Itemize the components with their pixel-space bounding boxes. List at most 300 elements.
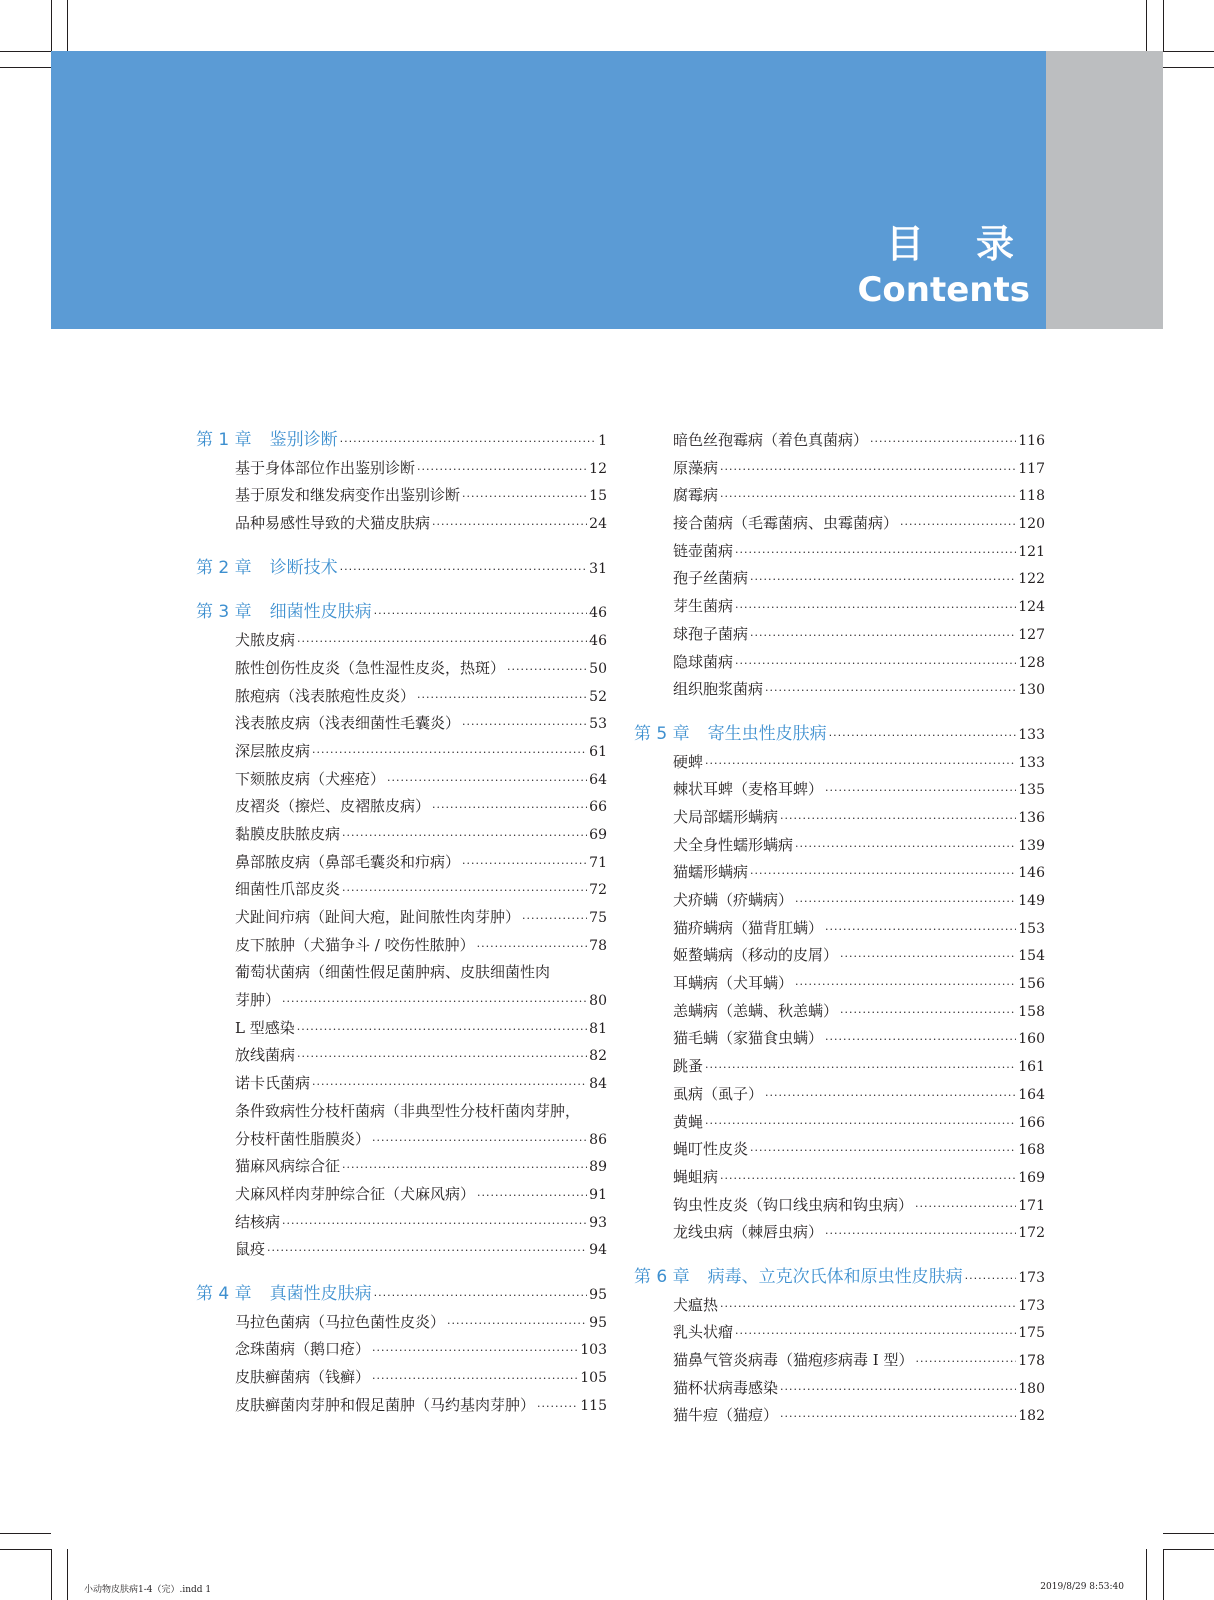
toc-entry-continuation[interactable] xyxy=(196,987,607,1015)
toc-chapter-entry[interactable] xyxy=(634,1264,1045,1292)
toc-entry[interactable] xyxy=(196,627,607,655)
toc-entry[interactable] xyxy=(196,876,607,904)
toc-entry[interactable] xyxy=(196,1336,607,1364)
dot-leader xyxy=(342,822,587,850)
dot-leader xyxy=(780,805,1016,833)
crop-mark xyxy=(67,1549,68,1600)
toc-entry-title: 真菌性皮肤病 xyxy=(269,1283,372,1304)
dot-leader xyxy=(870,428,1016,456)
page-number: 81 xyxy=(589,1020,607,1037)
crop-mark xyxy=(1146,0,1147,51)
crop-mark xyxy=(1163,0,1164,51)
dot-leader xyxy=(735,594,1016,622)
dot-leader xyxy=(447,1310,587,1338)
dot-leader xyxy=(417,684,587,712)
crop-mark xyxy=(1163,1533,1214,1534)
page-number: 72 xyxy=(589,882,607,899)
toc-entry-title: 猫鼻气管炎病毒（猫疱疹病毒 Ⅰ 型） xyxy=(673,1351,914,1369)
toc-entry[interactable] xyxy=(634,1292,1045,1320)
dot-leader xyxy=(780,1403,1016,1431)
dot-leader xyxy=(750,1137,1016,1165)
page-number: 93 xyxy=(589,1214,607,1231)
toc-entry-title: 放线菌病 xyxy=(235,1046,296,1065)
toc-entry[interactable] xyxy=(634,998,1045,1026)
dot-leader xyxy=(462,711,587,739)
dot-leader xyxy=(537,1393,578,1421)
toc-entry-title: 蝇叮性皮炎 xyxy=(673,1140,749,1159)
toc-entry[interactable] xyxy=(196,766,607,794)
crop-mark xyxy=(0,67,51,68)
header-side-bar xyxy=(1046,51,1163,329)
page-number: 122 xyxy=(1018,571,1045,588)
page-number: 78 xyxy=(589,937,607,954)
toc-entry-title: 基于原发和继发病变作出鉴别诊断 xyxy=(235,486,461,505)
page-number: 118 xyxy=(1018,488,1045,505)
toc-entry[interactable] xyxy=(634,455,1045,483)
page-number: 69 xyxy=(589,826,607,843)
toc-entry[interactable] xyxy=(634,565,1045,593)
toc-entry-title: 鉴别诊断 xyxy=(269,430,338,450)
dot-leader xyxy=(720,456,1016,484)
toc-entry-title: 诺卡氏菌病 xyxy=(235,1074,311,1093)
toc-entry-title: 分枝杆菌性脂膜炎） xyxy=(235,1129,371,1148)
chapter-number: 第 3 章 xyxy=(196,602,252,623)
crop-mark xyxy=(1146,1549,1147,1600)
page-number: 133 xyxy=(1018,754,1045,771)
toc-entry-title: 犬局部蠕形螨病 xyxy=(673,807,779,826)
page-number: 180 xyxy=(1018,1380,1045,1397)
dot-leader xyxy=(522,905,587,933)
dot-leader xyxy=(915,1348,1016,1376)
toc-entry[interactable] xyxy=(634,621,1045,649)
crop-mark xyxy=(1163,67,1214,68)
page-number: 169 xyxy=(1018,1169,1045,1186)
dot-leader xyxy=(795,833,1016,861)
toc-entry[interactable] xyxy=(634,915,1045,943)
page-number: 135 xyxy=(1018,782,1045,799)
dot-leader xyxy=(372,1337,578,1365)
page-number: 164 xyxy=(1018,1086,1045,1103)
toc-entry-title: 虱病（虱子） xyxy=(673,1084,764,1103)
dot-leader xyxy=(965,1265,1017,1293)
toc-entry[interactable] xyxy=(634,887,1045,915)
toc-entry[interactable] xyxy=(196,849,607,877)
page-number: 53 xyxy=(589,716,607,733)
dot-leader xyxy=(720,1165,1016,1193)
toc-entry[interactable] xyxy=(634,1025,1045,1053)
page-number: 86 xyxy=(589,1131,607,1148)
page-number: 116 xyxy=(1018,433,1045,449)
page-number: 120 xyxy=(1018,516,1045,533)
dot-leader xyxy=(720,1293,1016,1321)
toc-entry-title: 品种易感性导致的犬猫皮肤病 xyxy=(235,514,431,533)
toc-entry-title: 龙线虫病（棘唇虫病） xyxy=(673,1223,824,1242)
page-number: 133 xyxy=(1018,726,1045,743)
toc-entry-title: 条件致病性分枝杆菌病（非典型性分枝杆菌肉芽肿， xyxy=(235,1101,581,1120)
page-number: 61 xyxy=(589,743,607,760)
page-number: 168 xyxy=(1018,1142,1045,1159)
toc-entry[interactable] xyxy=(634,427,1045,455)
dot-leader xyxy=(705,750,1016,778)
dot-leader xyxy=(312,739,587,767)
toc-entry[interactable] xyxy=(196,710,607,738)
toc-entry[interactable] xyxy=(196,959,607,987)
toc-entry-title: 细菌性爪部皮炎 xyxy=(235,880,341,899)
toc-entry[interactable] xyxy=(634,1192,1045,1220)
toc-entry-title: 姬螯螨病（移动的皮屑） xyxy=(673,946,839,965)
toc-entry[interactable] xyxy=(634,593,1045,621)
crop-mark xyxy=(1163,1549,1164,1600)
dot-leader xyxy=(387,767,587,795)
dot-leader xyxy=(477,933,588,961)
toc-entry-title: 犬瘟热 xyxy=(673,1295,719,1314)
page-number: 64 xyxy=(589,771,607,788)
toc-entry-title: 犬麻风样肉芽肿综合征（犬麻风病） xyxy=(235,1184,476,1203)
dot-leader xyxy=(825,916,1016,944)
page-number: 172 xyxy=(1018,1225,1045,1242)
dot-leader xyxy=(825,1026,1016,1054)
page-number: 95 xyxy=(589,1314,607,1331)
toc-entry[interactable] xyxy=(634,1081,1045,1109)
dot-leader xyxy=(765,677,1016,705)
page-number: 160 xyxy=(1018,1031,1045,1048)
dot-leader xyxy=(507,656,587,684)
page-number: 121 xyxy=(1018,543,1045,560)
dot-leader xyxy=(735,650,1016,678)
page-number: 24 xyxy=(589,516,607,533)
toc-entry-title: 浅表脓皮病（浅表细菌性毛囊炎） xyxy=(235,714,461,733)
crop-mark xyxy=(51,1549,52,1600)
toc-entry[interactable] xyxy=(196,932,607,960)
dot-leader xyxy=(432,794,587,822)
toc-entry-title: 链壶菌病 xyxy=(673,541,734,560)
dot-leader xyxy=(705,1110,1016,1138)
dot-leader xyxy=(340,556,588,584)
dot-leader xyxy=(374,1282,588,1310)
toc-entry[interactable] xyxy=(196,1015,607,1043)
page-number: 153 xyxy=(1018,920,1045,937)
toc-entry-title: 隐球菌病 xyxy=(673,652,734,671)
dot-leader xyxy=(267,1237,587,1265)
dot-leader xyxy=(417,456,587,484)
page-number: 46 xyxy=(589,633,607,650)
dot-leader xyxy=(840,999,1016,1027)
toc-entry[interactable] xyxy=(634,970,1045,998)
toc-entry[interactable] xyxy=(634,510,1045,538)
page-number: 158 xyxy=(1018,1003,1045,1020)
dot-leader xyxy=(342,1154,587,1182)
toc-entry-title: 棘状耳蜱（麦格耳蜱） xyxy=(673,780,824,799)
page-number: 117 xyxy=(1018,460,1045,477)
dot-leader xyxy=(282,988,587,1016)
crop-mark xyxy=(1163,1549,1214,1550)
toc-entry-title: 猫牛痘（猫痘） xyxy=(673,1406,779,1425)
toc-entry-title: 芽肿） xyxy=(235,991,281,1010)
toc-entry[interactable] xyxy=(196,738,607,766)
toc-entry-title: 葡萄状菌病（细菌性假足菌肿病、皮肤细菌性肉 xyxy=(235,963,551,982)
toc-entry-title: 皮肤癣菌肉芽肿和假足菌肿（马约基肉芽肿） xyxy=(235,1395,536,1414)
dot-leader xyxy=(432,511,587,539)
page-number: 103 xyxy=(580,1342,607,1359)
toc-entry[interactable] xyxy=(634,1347,1045,1375)
toc-entry-title: 下颏脓皮病（犬痤疮） xyxy=(235,769,386,788)
page-number: 31 xyxy=(589,560,607,577)
page-number: 124 xyxy=(1018,599,1045,616)
toc-chapter-entry[interactable] xyxy=(196,599,607,627)
crop-mark xyxy=(0,1549,51,1550)
toc-entry-continuation[interactable] xyxy=(196,1126,607,1154)
crop-mark xyxy=(1163,51,1214,52)
page-number: 130 xyxy=(1018,682,1045,699)
crop-mark xyxy=(51,0,52,51)
toc-entry[interactable] xyxy=(196,904,607,932)
toc-entry[interactable] xyxy=(634,832,1045,860)
toc-entry-title: 恙螨病（恙螨、秋恙螨） xyxy=(673,1001,839,1020)
toc-column-right xyxy=(634,427,1045,1430)
page-number: 171 xyxy=(1018,1197,1045,1214)
dot-leader xyxy=(374,600,588,628)
toc-entry[interactable] xyxy=(196,821,607,849)
toc-entry-title: 皮褶炎（擦烂、皮褶脓皮病） xyxy=(235,797,431,816)
dot-leader xyxy=(705,1054,1016,1082)
toc-entry[interactable] xyxy=(634,776,1045,804)
page-number: 50 xyxy=(589,660,607,677)
toc-entry[interactable] xyxy=(634,942,1045,970)
toc-entry[interactable] xyxy=(196,510,607,538)
toc-entry-title: 犬全身性蠕形螨病 xyxy=(673,835,794,854)
dot-leader xyxy=(750,860,1016,888)
dot-leader xyxy=(829,722,1017,750)
toc-entry-title: 犬趾间疖病（趾间大疱，趾间脓性肉芽肿） xyxy=(235,908,521,926)
page-number: 94 xyxy=(589,1242,607,1259)
page-number: 156 xyxy=(1018,976,1045,993)
toc-entry[interactable] xyxy=(634,1136,1045,1164)
toc-entry[interactable] xyxy=(634,1164,1045,1192)
page-number: 173 xyxy=(1018,1269,1045,1286)
toc-entry[interactable] xyxy=(634,649,1045,677)
page-number: 166 xyxy=(1018,1114,1045,1131)
page-number: 82 xyxy=(589,1048,607,1065)
toc-entry[interactable] xyxy=(634,804,1045,832)
toc-entry-title: 脓性创伤性皮炎（急性湿性皮炎，热斑） xyxy=(235,658,506,677)
dot-leader xyxy=(765,1082,1016,1110)
toc-entry-title: 钩虫性皮炎（钩口线虫病和钩虫病） xyxy=(673,1195,914,1214)
dot-leader xyxy=(297,1043,587,1071)
toc-entry[interactable] xyxy=(634,859,1045,887)
toc-entry[interactable] xyxy=(196,1153,607,1181)
page-number: 66 xyxy=(589,799,607,816)
chapter-number: 第 1 章 xyxy=(196,430,252,450)
dot-leader xyxy=(750,622,1016,650)
toc-entry-title: 跳蚤 xyxy=(673,1057,704,1076)
crop-mark xyxy=(67,0,68,51)
page-number: 178 xyxy=(1018,1353,1045,1369)
toc-entry-title: 猫疥螨病（猫背肛螨） xyxy=(673,918,824,937)
toc-entry-title: 犬脓皮病 xyxy=(235,631,296,650)
dot-leader xyxy=(312,1071,587,1099)
toc-entry-title: 硬蜱 xyxy=(673,752,704,771)
dot-leader xyxy=(372,1127,587,1155)
page-number: 115 xyxy=(580,1397,607,1414)
dot-leader xyxy=(340,428,596,456)
dot-leader xyxy=(372,1365,578,1393)
toc-entry-title: 鼠疫 xyxy=(235,1240,266,1259)
toc-entry-title: 细菌性皮肤病 xyxy=(269,602,372,623)
page-number: 95 xyxy=(589,1286,607,1303)
dot-leader xyxy=(342,877,587,905)
chapter-number: 第 4 章 xyxy=(196,1283,252,1304)
toc-entry[interactable] xyxy=(196,655,607,683)
toc-entry[interactable] xyxy=(634,1053,1045,1081)
toc-entry-title: 黄蝇 xyxy=(673,1112,704,1131)
chapter-number: 第 6 章 xyxy=(634,1266,690,1287)
toc-entry[interactable] xyxy=(634,1319,1045,1347)
toc-entry-title: 暗色丝孢霉病（着色真菌病） xyxy=(673,431,869,449)
page-number: 139 xyxy=(1018,837,1045,854)
toc-entry[interactable] xyxy=(196,683,607,711)
toc-entry[interactable] xyxy=(196,1181,607,1209)
toc-entry-title: 芽生菌病 xyxy=(673,597,734,616)
page-number: 105 xyxy=(580,1370,607,1386)
dot-leader xyxy=(915,1193,1016,1221)
chapter-number: 第 2 章 xyxy=(196,557,252,578)
dot-leader xyxy=(795,888,1016,916)
dot-leader xyxy=(795,971,1016,999)
toc-entry-title: 病毒、立克次氏体和原虫性皮肤病 xyxy=(707,1266,963,1287)
toc-entry-title: 结核病 xyxy=(235,1212,281,1231)
toc-entry-title: 蝇蛆病 xyxy=(673,1167,719,1186)
toc-entry-title: 孢子丝菌病 xyxy=(673,569,749,588)
page-number: 175 xyxy=(1018,1325,1045,1342)
toc-entry[interactable] xyxy=(634,482,1045,510)
toc-entry[interactable] xyxy=(634,749,1045,777)
dot-leader xyxy=(297,1016,587,1044)
toc-entry-title: 耳螨病（犬耳螨） xyxy=(673,974,794,993)
page-number: 15 xyxy=(589,488,607,505)
toc-entry-title: L 型感染 xyxy=(235,1018,295,1037)
toc-entry-title: 深层脓皮病 xyxy=(235,741,311,760)
page-title-chinese: 目录 xyxy=(885,222,1066,266)
page-number: 146 xyxy=(1018,865,1045,882)
chapter-number: 第 5 章 xyxy=(634,723,690,744)
toc-entry-title: 基于身体部位作出鉴别诊断 xyxy=(235,458,416,477)
toc-entry-title: 脓疱病（浅表脓疱性皮炎） xyxy=(235,686,416,705)
toc-entry-title: 皮肤癣菌病（钱癣） xyxy=(235,1368,371,1386)
page-number: 46 xyxy=(589,605,607,622)
toc-chapter-entry[interactable] xyxy=(196,555,607,583)
toc-entry-title: 猫蠕形螨病 xyxy=(673,863,749,882)
toc-entry-title: 鼻部脓皮病（鼻部毛囊炎和疖病） xyxy=(235,852,461,871)
toc-entry[interactable] xyxy=(196,1364,607,1392)
dot-leader xyxy=(735,1320,1016,1348)
toc-entry[interactable] xyxy=(196,793,607,821)
toc-entry[interactable] xyxy=(196,1309,607,1337)
page-title-english: Contents xyxy=(857,270,1030,310)
toc-entry[interactable] xyxy=(634,676,1045,704)
page-number: 91 xyxy=(589,1186,607,1203)
toc-entry[interactable] xyxy=(196,1209,607,1237)
toc-entry[interactable] xyxy=(634,1109,1045,1137)
toc-entry-title: 寄生虫性皮肤病 xyxy=(707,723,827,744)
toc-entry-title: 黏膜皮肤脓皮病 xyxy=(235,824,341,843)
toc-entry-title: 犬疥螨（疥螨病） xyxy=(673,891,794,909)
toc-entry-title: 猫毛螨（家猫食虫螨） xyxy=(673,1029,824,1048)
page-number: 127 xyxy=(1018,626,1045,643)
toc-entry-title: 球孢子菌病 xyxy=(673,624,749,643)
toc-entry[interactable] xyxy=(196,455,607,483)
page-number: 161 xyxy=(1018,1059,1045,1076)
toc-entry-title: 原藻病 xyxy=(673,458,719,477)
toc-chapter-entry[interactable] xyxy=(196,427,607,455)
dot-leader xyxy=(900,511,1016,539)
page-number: 182 xyxy=(1018,1408,1045,1425)
page-number: 71 xyxy=(589,854,607,871)
toc-entry[interactable] xyxy=(196,1392,607,1420)
toc-entry-title: 皮下脓肿（犬猫争斗 / 咬伤性脓肿） xyxy=(235,935,475,954)
dot-leader xyxy=(840,943,1016,971)
toc-chapter-entry[interactable] xyxy=(634,721,1045,749)
toc-entry-title: 念珠菌病（鹅口疮） xyxy=(235,1340,371,1359)
dot-leader xyxy=(462,483,587,511)
crop-mark xyxy=(0,51,51,52)
page-number: 89 xyxy=(589,1159,607,1176)
page-number: 84 xyxy=(589,1076,607,1093)
toc-entry[interactable] xyxy=(634,1375,1045,1403)
dot-leader xyxy=(462,850,587,878)
dot-leader xyxy=(297,628,587,656)
toc-entry-title: 接合菌病（毛霉菌病、虫霉菌病） xyxy=(673,514,899,533)
dot-leader xyxy=(780,1376,1016,1404)
toc-entry-title: 诊断技术 xyxy=(269,557,338,578)
toc-column-left xyxy=(196,427,607,1419)
page-number: 154 xyxy=(1018,948,1045,965)
page-number: 12 xyxy=(589,460,607,477)
page-number: 75 xyxy=(589,910,607,926)
footer-file-name: 小动物皮肤病1-4（完）.indd 1 xyxy=(84,1585,212,1595)
page-number: 1 xyxy=(598,433,607,449)
page-number: 149 xyxy=(1018,893,1045,909)
toc-entry[interactable] xyxy=(634,1402,1045,1430)
footer-timestamp: 2019/8/29 8:53:40 xyxy=(1040,1582,1124,1592)
toc-entry[interactable] xyxy=(196,1042,607,1070)
toc-entry[interactable] xyxy=(196,1098,607,1126)
toc-entry-title: 马拉色菌病（马拉色菌性皮炎） xyxy=(235,1312,446,1331)
page-number: 128 xyxy=(1018,654,1045,671)
page-number: 52 xyxy=(589,688,607,705)
dot-leader xyxy=(825,777,1016,805)
page-number: 173 xyxy=(1018,1297,1045,1314)
toc-entry[interactable] xyxy=(196,1236,607,1264)
toc-entry-title: 猫杯状病毒感染 xyxy=(673,1378,779,1397)
crop-mark xyxy=(0,1533,51,1534)
dot-leader xyxy=(282,1210,587,1238)
toc-entry-title: 乳头状瘤 xyxy=(673,1323,734,1342)
toc-entry-title: 组织胞浆菌病 xyxy=(673,680,764,699)
dot-leader xyxy=(735,539,1016,567)
toc-entry[interactable] xyxy=(634,538,1045,566)
toc-entry-title: 猫麻风病综合征 xyxy=(235,1157,341,1176)
page-number: 80 xyxy=(589,993,607,1010)
toc-chapter-entry[interactable] xyxy=(196,1281,607,1309)
dot-leader xyxy=(720,483,1016,511)
dot-leader xyxy=(477,1182,587,1210)
dot-leader xyxy=(750,566,1016,594)
toc-entry[interactable] xyxy=(196,482,607,510)
toc-entry[interactable] xyxy=(634,1219,1045,1247)
page-number: 136 xyxy=(1018,809,1045,826)
dot-leader xyxy=(825,1220,1016,1248)
toc-entry[interactable] xyxy=(196,1070,607,1098)
